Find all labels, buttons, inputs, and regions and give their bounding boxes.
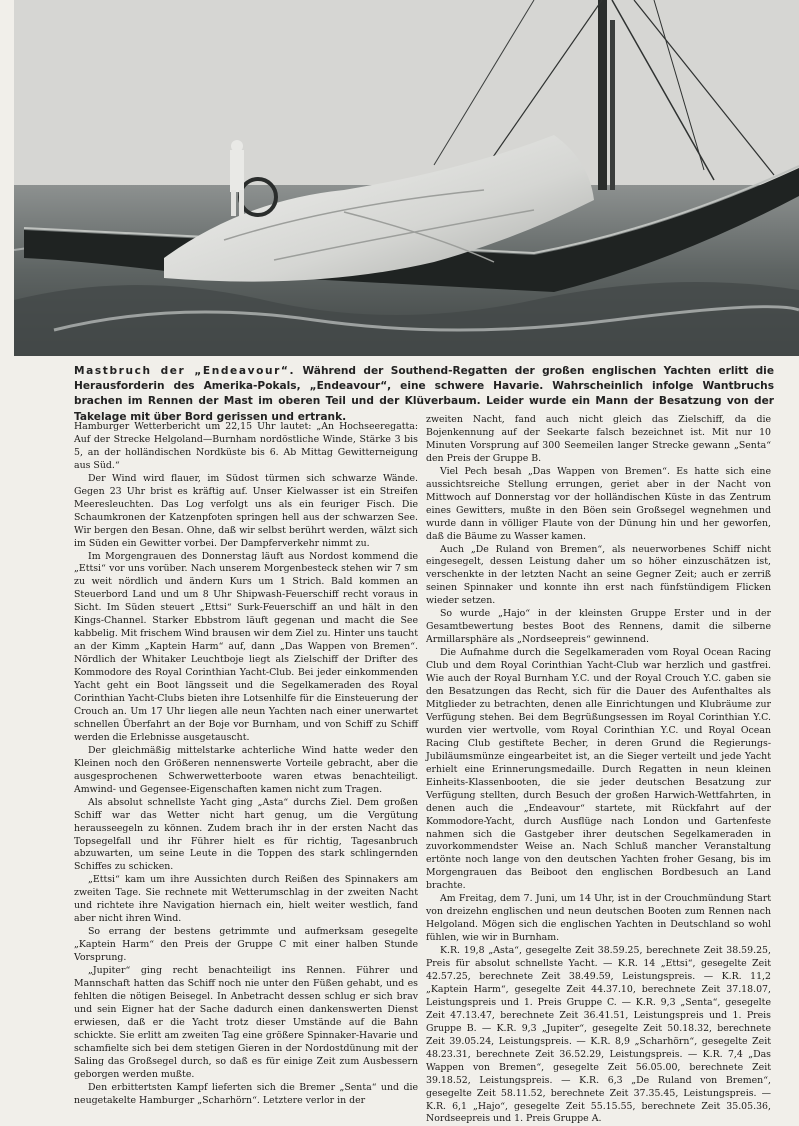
yacht-photo	[14, 0, 799, 356]
paragraph: Den erbittertsten Kampf lieferten sich die Bremer „Senta“ und die neugetakelte Hamburger „Scharhörn“. Letztere verlor in der	[74, 1081, 418, 1106]
paragraph: Im Morgengrauen des Donnerstag läuft aus Nordost kommend die „Ettsi“ vor uns vorüber. Nach unserem Morgenbesteck stehen wir 7 sm zu weit nördlich und ändern Kurs um 1 Strich. Bald kommen an Steuerbord Land und um 8 Uhr Shipwash-Feuerschiff recht voraus in Sicht. Im Süden steuert „Ettsi“ Surk-Feuerschiff an und hält in den Kings-Channel. Starker Ebbstrom läuft gegenan und macht die See kabbelig. Mit frischem Wind brausen wir dem Ziel zu. Hinter uns taucht an der Kimm „Kaptein Harm“ auf, dann „Das Wappen von Bremen“. Nördlich der Whitaker Leuchtboje liegt als Zielschiff der Drifter des Kommodore des Royal Corinthian Yacht-Club. Bei jeder einkommenden Yacht geht ein Boot längsseit und die Segelkameraden des Royal Corinthian Yacht-Clubs bieten ihre Lotsenhilfe für die Einsteuerung der Crouch an. Um 17 Uhr liegen alle neun Yachten nach einer unerwartet schnellen Überfahrt an der Boje vor Burnham, und von Schiff zu Schiff werden die Erlebnisse ausgetauscht.	[74, 550, 418, 743]
race-results: K.R. 19,8 „Asta“, gesegelte Zeit 38.59.25, berechnete Zeit 38.59.25, Preis für absolut schnellste Yacht. — K.R. 14 „Ettsi“, gesegelte Zeit 42.57.25, berechnete Zeit 38.49.59, Leistungspreis. — K.R. 11,2 „Kaptein Harm“, gesegelte Zeit 44.37.10, berechnete Zeit 37.18.07, Leistungspreis und 1. Preis Gruppe C. — K.R. 9,3 „Senta“, gesegelte Zeit 47.13.47, berechnete Zeit 36.41.51, Leistungspreis und 1. Preis Gruppe B. — K.R. 9,3 „Jupiter“, gesegelte Zeit 50.18.32, berechnete Zeit 39.05.24, Leistungspreis. — K.R. 8,9 „Scharhörn“, gesegelte Zeit 48.23.31, berechnete Zeit 36.52.29, Leistungspreis. — K.R. 7,4 „Das Wappen von Bremen“, gesegelte Zeit 56.05.00, berechnete Zeit 39.18.52, Leistungspreis. — K.R. 6,3 „De Ruland von Bremen“, gesegelte Zeit 58.11.52, berechnete Zeit 37.35.45, Leistungspreis. — K.R. 6,1 „Hajo“, gesegelte Zeit 55.15.55, berechnete Zeit 35.05.36, Nordseepreis und 1. Preis Gruppe A.	[426, 945, 771, 1125]
paragraph: Viel Pech besah „Das Wappen von Bremen“. Es hatte sich eine aussichtsreiche Stellung errungen, geriet aber in der Nacht von Mittwoch auf Donnerstag vor der holländischen Küste in das Zentrum eines Gewitters, mußte in den Böen sein Großsegel wegnehmen und wurde dann in völliger Flaute von der Dünung hin und her geworfen, daß die Bäume zu Wasser kamen.	[426, 465, 771, 542]
paragraph: Als absolut schnellste Yacht ging „Asta“ durchs Ziel. Dem großen Schiff war das Wetter nicht hart genug, um die Vergütung herausseegeln zu können. Zudem brach ihr in der ersten Nacht das Topsegelfall und ihr Führer hielt es für richtig, Tagesanbruch abzuwarten, um seine Leute in die Toppen des stark schlingernden Schiffes zu schicken.	[74, 796, 418, 873]
paragraph: Am Freitag, dem 7. Juni, um 14 Uhr, ist in der Crouchmündung Start von dreizehn englischen und neun deutschen Booten zum Rennen nach Helgoland. Mögen sich die englischen Yachten in Deutschland so wohl fühlen, wie wir in Burnham.	[426, 893, 771, 944]
article-left-column	[74, 421, 418, 1108]
paragraph: Der Wind wird flauer, im Südost türmen sich schwarze Wände. Gegen 23 Uhr brist es kräftig auf. Unser Kielwasser ist ein Streifen Meeresleuchten. Das Log verfolgt uns als ein feuriger Fisch. Die Schaumkronen der Katzenpfoten springen hell aus der schwarzen See. Wir bergen den Besan. Ohne, daß wir selbst berührt werden, wälzt sich im Süden ein Gewitter vorbei. Der Dampferverkehr nimmt zu.	[74, 472, 418, 549]
paragraph: So wurde „Hajo“ in der kleinsten Gruppe Erster und in der Gesamtbewertung bestes Boot des Rennens, damit die silberne Armillarsphäre als „Nordseepreis“ gewinnend.	[426, 608, 771, 646]
paragraph: Hamburger Wetterbericht um 22,15 Uhr lautet: „An Hochseeregatta: Auf der Strecke Helgoland—Burnham nordöstliche Winde, Stärke 3 bis 5, an der holländischen Nordküste bis 6. Ab Mittag Gewitterneigung aus Süd.“	[74, 421, 418, 471]
caption-lead: Mastbruch der „Endeavour“.	[74, 365, 296, 377]
paragraph: Auch „De Ruland von Bremen“, als neuerworbenes Schiff nicht eingesegelt, dessen Leistung daher um so höher einzuschätzen ist, verschenkte in der letzten Nacht an seine Gegner Zeit; auch er zerriß seinen Spinnaker und konnte ihn erst nach fünfstündigem Flicken wieder setzen.	[426, 543, 771, 607]
caption-text: Während der Southend-Regatten der großen englischen Yachten erlitt die Herausforderin des Amerika-Pokals, „Endeavour“, eine schwere Havarie. Wahrscheinlich infolge Wantbruchs brachen im Rennen der Mast im oberen Teil und der Klüverbaum. Leider wurde ein Mann der Besatzung von der Takelage mit über Bord gerissen und ertrank.	[74, 365, 774, 423]
article-right-column	[426, 414, 771, 1126]
dismasted-yacht-illustration	[14, 0, 799, 356]
paragraph: „Ettsi“ kam um ihre Aussichten durch Reißen des Spinnakers am zweiten Tage. Sie rechnete mit Wetterumschlag in der zweiten Nacht und richtete ihre Navigation hiernach ein, hielt weiter westlich, fand aber nicht ihren Wind.	[74, 874, 418, 925]
paragraph: Die Aufnahme durch die Segelkameraden vom Royal Ocean Racing Club und dem Royal Corinthian Yacht-Club war herzlich und gastfrei. Wie auch der Royal Burnham Y.C. und der Royal Crouch Y.C. gaben sie den Besatzungen das Recht, sich für die Dauer des Aufenthaltes als Mitglieder zu betrachten, denen alle Einrichtungen und Klubräume zur Verfügung stehen. Bei dem Begrüßungsessen im Royal Corinthian Y.C. wurden vier wertvolle, vom Royal Corinthian Y.C. und Royal Ocean Racing Club gestiftete Becher, in deren Grund die Regierungs-Jubiläumsmünze eingearbeitet ist, an die Sieger verteilt und jede Yacht erhielt eine Erinnerungsmedaille. Durch Regatten in neun kleinen Einheits-Klassenbooten, die sie jeder deutschen Besatzung zur Verfügung stellten, durch Besuch der großen Harwich-Wettfahrten, in denen auch die „Endeavour“ startete, mit Rückfahrt auf der Kommodore-Yacht, durch Ausflüge nach London und Gartenfeste nahmen sich die Gastgeber ihrer deutschen Segelkameraden in zuvorkommendster Weise an. Nach Schluß mancher Veranstaltung ertönte noch lange von den deutschen Yachten froher Gesang, bis im Morgengrauen das Beiboot den englischen Bordbesuch an Land brachte.	[426, 647, 771, 892]
paragraph: Der gleichmäßig mittelstarke achterliche Wind hatte weder den Kleinen noch den Größeren nennenswerte Vorteile gebracht, aber die ausgesprochenen Schwerwetterboote waren etwas benachteiligt. Amwind- und Gegensee-Eigenschaften kamen nicht zum Tragen.	[74, 744, 418, 795]
paragraph: zweiten Nacht, fand auch nicht gleich das Zielschiff, da die Bojenkennung auf der Seekarte falsch bezeichnet ist. Mit nur 10 Minuten Vorsprung auf 300 Seemeilen langer Strecke gewann „Senta“ den Preis der Gruppe B.	[426, 414, 771, 464]
paragraph: So errang der bestens getrimmte und aufmerksam gesegelte „Kaptein Harm“ den Preis der Gruppe C mit einer halben Stunde Vorsprung.	[74, 926, 418, 964]
paragraph: „Jupiter“ ging recht benachteiligt ins Rennen. Führer und Mannschaft hatten das Schiff noch nie unter den Füßen gehabt, und es fehlten die nötigen Beisegel. In Anbetracht dessen schlug er sich brav und sein Eigner hat der Sache dadurch einen dankenswerten Dienst erwiesen, daß er die Yacht trotz dieser Umstände auf die Bahn schickte. Sie erlitt am zweiten Tag eine größere Spinnaker-Havarie und schamfielte sich bei dem stetigen Gieren in der Nordostdünung mit der Saling das Großsegel durch, so daß es für einige Zeit zum Ausbessern geborgen werden mußte.	[74, 965, 418, 1080]
